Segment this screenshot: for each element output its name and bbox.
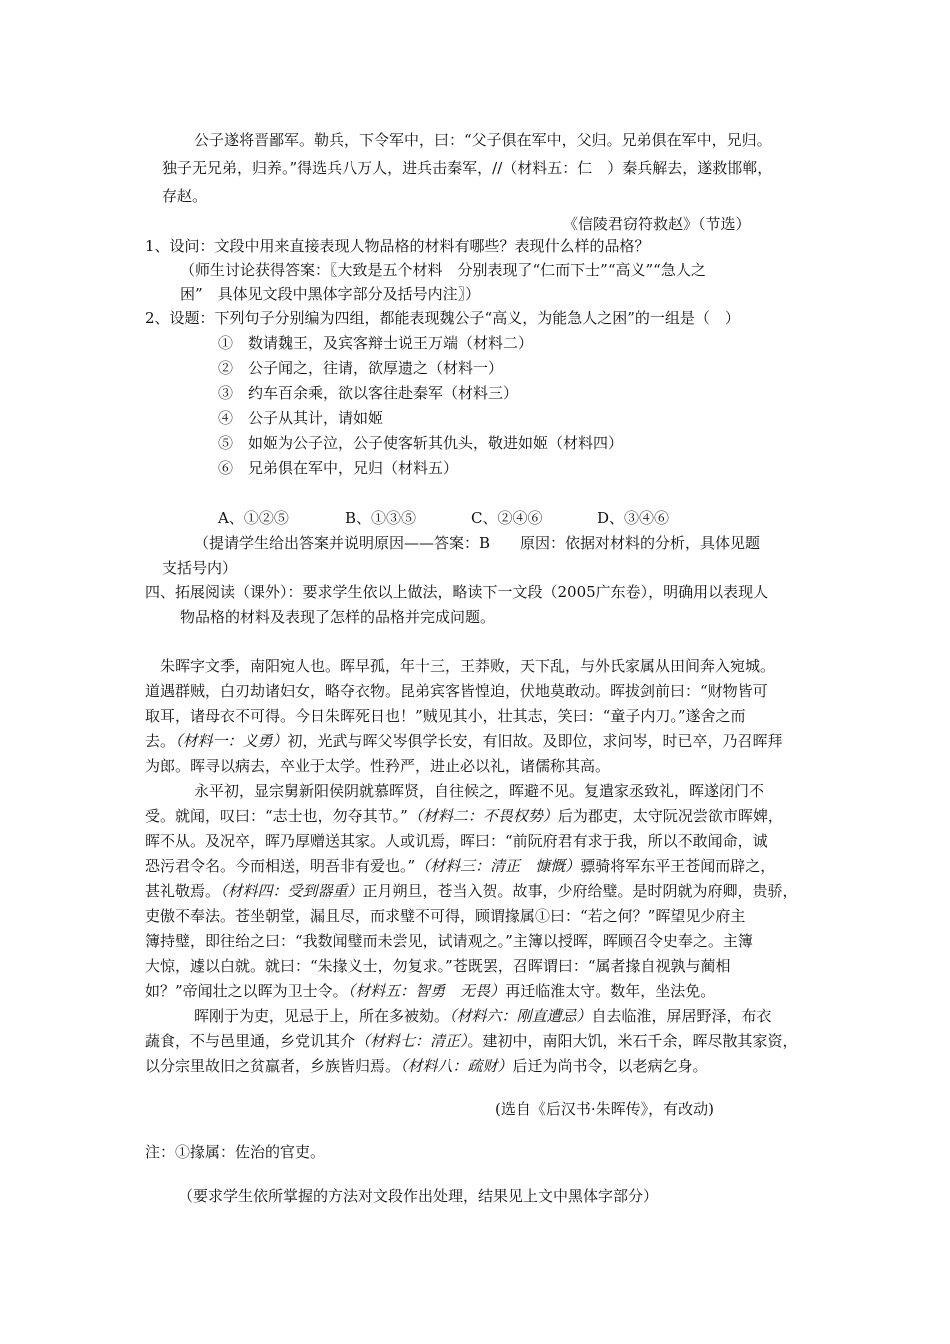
passage2-line (194, 1005, 772, 1027)
passage2-line (145, 730, 783, 752)
passage1-line1: 公子遂将晋鄙军。勒兵，下令军中，曰：“父子俱在军中，父归。兄弟俱在军中，兄归。 (194, 131, 772, 149)
passage2-text: 后为郡吏，太守阮况尝欲市晖婢， (557, 807, 783, 825)
material-annotation: （材料一：义勇） (175, 732, 288, 750)
material-annotation: （材料七：清正） (355, 1032, 468, 1050)
passage2-text: 以分宗里故旧之贫羸者，乡族皆归焉。 (145, 1057, 401, 1075)
q2-answer-line1: （提请学生给出答案并说明原因——答案：B 原因：依据对材料的分析，具体见题 (194, 534, 761, 552)
passage2-line: 永平初，显宗舅新阳侯阴就慕晖贤，自往候之，晖避不见。复遣家丞致礼，晖遂闭门不 (194, 782, 765, 800)
passage2-line: 为郎。晖寻以病去，卒业于太学。性矜严，进止必以礼，诸儒称其高。 (145, 757, 611, 775)
passage1-source: 《信陵君窃符救赵》（节选） (563, 215, 751, 233)
passage2-text: 受。就闻，叹曰：“志士也，勿夺其节。” (145, 807, 408, 825)
q1-line2: （师生讨论获得答案：〖大致是五个材料 分别表现了“仁而下士”“高义”“急人之 (180, 261, 706, 279)
q2-item: ⑥ 兄弟俱在军中，兄归（材料五） (218, 459, 459, 477)
passage2-text: 。建初中，南阳大饥，米石千余，晖尽散其家资， (467, 1032, 798, 1050)
passage2-line: 晖不从。及况卒，晖乃厚赠送其家。人或讥焉，晖曰：“前阮府君有求于我，所以不敢闻命，诚 (145, 832, 768, 850)
passage2-text: 自去临淮，屏居野泽，布衣 (591, 1007, 772, 1025)
passage2-line: 簿持璧，即往绐之曰：“我数闻璧而未尝见，试请观之。”主簿以授晖，晖顾召令史奉之。主簿 (145, 932, 753, 950)
material-annotation: （材料六：刚直遭忌） (449, 1007, 592, 1025)
section4-line1: 四、拓展阅读（课外）：要求学生依以上做法，略读下一文段（2005广东卷），明确用以表现人 (145, 583, 769, 601)
q2-item: ① 数请魏王，及宾客辩士说王万端（材料二） (218, 334, 534, 352)
q2-answer-line2: 支括号内） (162, 559, 238, 577)
passage2-line (145, 1055, 708, 1077)
material-annotation: （材料四：受到器重） (220, 882, 363, 900)
passage2-line (145, 1030, 798, 1052)
passage2-text: 恐污君令名。今而相送，明吾非有爱也。” (145, 857, 416, 875)
material-annotation: （材料三：清正 慷慨） (415, 857, 581, 875)
passage2-text: 再迁临淮太守。数年，坐法免。 (505, 982, 716, 1000)
q1-line3: 困” 具体见文段中黑体字部分及括号内注〗） (180, 285, 481, 303)
passage2-line (145, 880, 798, 902)
footnote: 注：①掾属：佐治的官吏。 (145, 1143, 326, 1161)
passage2-text: 后迁为尚书令，以老病乞身。 (512, 1057, 708, 1075)
passage1-line2: 独子无兄弟，归养。”得选兵八万人，进兵击秦军，//（材料五：仁 ）秦兵解去，遂救邯郸， (162, 159, 773, 177)
passage2-text: 蔬食，不与邑里通，乡党讥其介 (145, 1032, 356, 1050)
passage2-text: 骠骑将军东平王苍闻而辟之， (580, 857, 776, 875)
passage2-text: 晖刚于为吏，见忌于上，所在多被劾。 (194, 1007, 450, 1025)
passage2-line: 朱晖字文季，南阳宛人也。晖早孤，年十三，王莽败，天下乱，与外氏家属从田间奔入宛城。 (160, 657, 776, 675)
q2-item: ④ 公子从其计，请如姬 (218, 409, 384, 427)
material-annotation: （材料八：疏财） (400, 1057, 513, 1075)
passage2-line: 道遇群贼，白刃劫诸妇女，略夺衣物。昆弟宾客皆惶迫，伏地莫敢动。晖拔剑前曰：“财物皆可 (145, 682, 768, 700)
passage2-line (145, 805, 783, 827)
passage2-line: 大惊，遽以白就。就曰：“朱掾义士，勿复求。”苍既罢，召晖谓曰：“属者掾自视孰与蔺相 (145, 957, 731, 975)
q2-option-b: B、①③⑤ (345, 509, 417, 527)
passage2-text: 甚礼敬焉。 (145, 882, 221, 900)
q2-stem: 2、设题：下列句子分别编为四组，都能表现魏公子“高义，为能急人之困”的一组是（ ） (145, 309, 740, 327)
passage2-line (145, 855, 775, 877)
passage2-text: 去。 (145, 732, 176, 750)
q1-line1: 1、设问：文段中用来直接表现人物品格的材料有哪些？表现什么样的品格？ (145, 237, 650, 255)
passage1-line3: 存赵。 (162, 187, 208, 205)
passage2-text: 正月朔旦，苍当入贺。故事，少府给璧。是时阴就为府卿，贵骄， (362, 882, 798, 900)
instruction-note: （要求学生依所掌握的方法对文段作出处理，结果见上文中黑体字部分） (178, 1187, 659, 1205)
passage2-text: 初，光武与晖父岑俱学长安，有旧故。及即位，求问岑，时已卒，乃召晖拜 (287, 732, 783, 750)
passage2-line: 取耳，诸母衣不可得。今日朱晖死日也！”贼见其小，壮其志，笑曰：“童子内刀。”遂舍之而 (145, 707, 746, 725)
passage2-line: 吏傲不奉法。苍坐朝堂，漏且尽，而求璧不可得，顾谓掾属①曰：“若之何？”晖望见少府主 (145, 907, 746, 925)
passage2-source: (选自《后汉书·朱晖传》，有改动) (495, 1100, 714, 1118)
q2-item: ⑤ 如姬为公子泣，公子使客斩其仇头，敬进如姬（材料四） (218, 434, 624, 452)
q2-item: ② 公子闻之，往请，欲厚遗之（材料一） (218, 359, 504, 377)
material-annotation: （材料五：智勇 无畏） (347, 982, 506, 1000)
material-annotation: （材料二：不畏权势） (407, 807, 558, 825)
q2-item: ③ 约车百余乘，欲以客往赴秦军（材料三） (218, 384, 519, 402)
q2-option-c: C、②④⑥ (471, 509, 543, 527)
passage2-text: 如？”帝闻壮之以晖为卫士令。 (145, 982, 348, 1000)
passage2-line (145, 980, 715, 1002)
q2-option-d: D、③④⑥ (597, 509, 670, 527)
q2-option-a: A、①②⑤ (218, 509, 289, 527)
section4-line2: 物品格的材料及表现了怎样的品格并完成问题。 (180, 608, 496, 626)
